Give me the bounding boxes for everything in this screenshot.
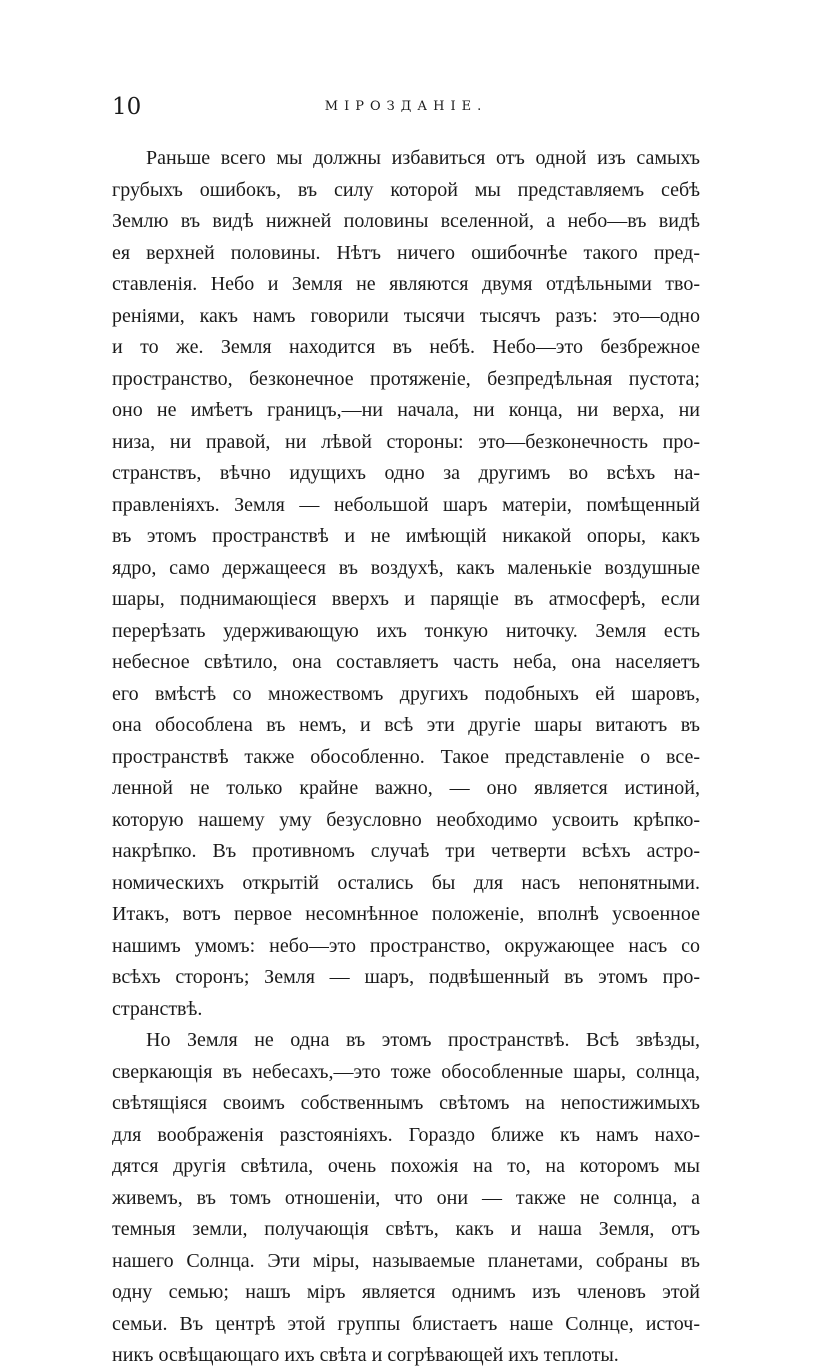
text-line: она обособлена въ немъ, и всѣ эти другіе шары витаютъ въ [112, 714, 700, 736]
text-line: пространствѣ также обособленно. Такое представленіе о все- [112, 745, 700, 768]
running-title: МІРОЗДАНІЕ. [324, 99, 488, 114]
text-line: ставленія. Небо и Земля не являются двумя отдѣльными тво- [112, 273, 700, 295]
text-line: Но Земля не одна въ этомъ пространствѣ. Всѣ звѣзды, [146, 1029, 700, 1051]
text-line: Землю въ видѣ нижней половины вселенной, а небо—въ видѣ [112, 210, 700, 232]
text-line: накрѣпко. Въ противномъ случаѣ три четверти всѣхъ астро- [112, 840, 700, 862]
text-line: дятся другія свѣтила, очень похожія на то, на которомъ мы [112, 1155, 700, 1177]
text-line: странствъ, вѣчно идущихъ одно за другимъ во всѣхъ на- [112, 462, 700, 484]
text-line: и то же. Земля находится въ небѣ. Небо—это безбрежное [112, 336, 700, 358]
text-line: никъ освѣщающаго ихъ свѣта и согрѣвающей ихъ теплоты. [112, 1344, 619, 1366]
text-line: ленной не только крайне важно, — оно является истиной, [112, 777, 700, 799]
text-line: въ этомъ пространствѣ и не имѣющій никакой опоры, какъ [112, 525, 700, 547]
text-line: сверкающія въ небесахъ,—это тоже обособленные шары, солнца, [112, 1060, 700, 1083]
text-line: живемъ, въ томъ отношеніи, что они — также не солнца, а [112, 1186, 700, 1209]
text-line: оно не имѣетъ границъ,—ни начала, ни конца, ни верха, ни [112, 399, 700, 421]
text-line: для воображенія разстояніяхъ. Гораздо ближе къ намъ нахо- [112, 1123, 700, 1146]
text-line: нашимъ умомъ: небо—это пространство, окружающее насъ со [112, 934, 700, 957]
paragraph [112, 143, 700, 1025]
text-line: номическихъ открытій остались бы для насъ непонятными. [112, 871, 700, 894]
text-line: перерѣзать удерживающую ихъ тонкую ниточку. Земля есть [112, 619, 700, 642]
page-number: 10 [112, 94, 142, 120]
text-line: нашего Солнца. Эти міры, называемые планетами, собраны въ [112, 1249, 700, 1272]
text-line: которую нашему уму безусловно необходимо усвоить крѣпко- [112, 808, 700, 831]
text-line: небесное свѣтило, она составляетъ часть неба, она населяетъ [112, 651, 700, 673]
text-line: правленіяхъ. Земля — небольшой шаръ матеріи, помѣщенный [112, 493, 700, 516]
text-line: низа, ни правой, ни лѣвой стороны: это—безконечность про- [112, 430, 700, 453]
text-line: пространство, безконечное протяженіе, безпредѣльная пустота; [112, 367, 700, 390]
text-line: всѣхъ сторонъ; Земля — шаръ, подвѣшенный въ этомъ про- [112, 966, 700, 988]
page-header [112, 92, 700, 122]
text-line: реніями, какъ намъ говорили тысячи тысячъ разъ: это—одно [112, 304, 700, 327]
text-line: темныя земли, получающія свѣтъ, какъ и наша Земля, отъ [112, 1218, 700, 1240]
text-line: свѣтящіяся своимъ собственнымъ свѣтомъ на непостижимыхъ [112, 1092, 700, 1114]
text-line: ядро, само держащееся въ воздухѣ, какъ маленькіе воздушные [112, 556, 700, 579]
text-line: ея верхней половины. Нѣтъ ничего ошибочнѣе такого пред- [112, 241, 700, 264]
text-line: Итакъ, вотъ первое несомнѣнное положеніе, вполнѣ усвоенное [112, 903, 700, 925]
text-line: грубыхъ ошибокъ, въ силу которой мы представляемъ себѣ [112, 178, 700, 201]
text-line: шары, поднимающіеся вверхъ и парящіе въ атмосферѣ, если [112, 588, 700, 610]
text-line: его вмѣстѣ со множествомъ другихъ подобныхъ ей шаровъ, [112, 682, 700, 705]
text-line: Раньше всего мы должны избавиться отъ одной изъ самыхъ [146, 147, 700, 169]
text-line: семьи. Въ центрѣ этой группы блистаетъ наше Солнце, источ- [112, 1312, 700, 1335]
body-text [112, 143, 700, 1372]
text-line: странствѣ. [112, 997, 203, 1020]
text-line: одну семью; нашъ міръ является однимъ изъ членовъ этой [112, 1281, 700, 1303]
paragraph [112, 1025, 700, 1372]
